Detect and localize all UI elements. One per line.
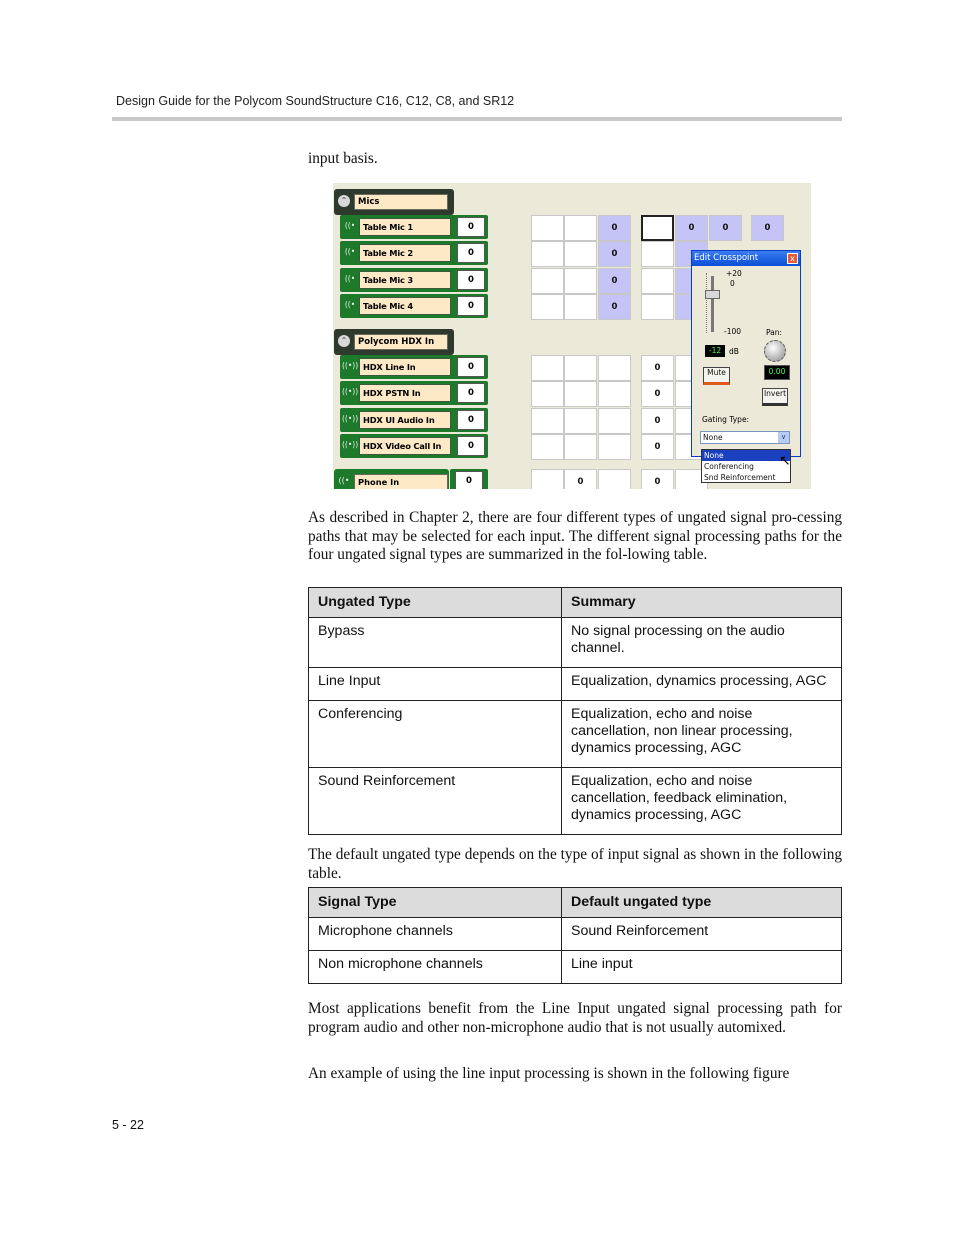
mic-icon: ((• (344, 274, 356, 283)
matrix-cell[interactable] (598, 408, 631, 434)
gating-type-select[interactable] (700, 431, 790, 444)
matrix-cell[interactable] (564, 381, 597, 407)
matrix-cell[interactable]: 0 (641, 434, 674, 460)
matrix-cell[interactable]: 0 (641, 469, 674, 489)
gating-type-dropdown (701, 449, 791, 483)
channel-gain[interactable]: 0 (457, 296, 485, 316)
group-label: Polycom HDX In (354, 334, 448, 350)
matrix-cell[interactable] (531, 268, 564, 294)
channel-label: Table Mic 4 (359, 297, 451, 315)
default-ungated-table (308, 887, 842, 984)
matrix-cell[interactable] (564, 215, 597, 241)
channel-row-phone[interactable] (334, 469, 449, 489)
edit-crosspoint-dialog (691, 250, 801, 457)
channel-row[interactable] (340, 215, 488, 239)
table-row (309, 951, 842, 984)
paragraph-input-basis: input basis. (308, 150, 378, 167)
matrix-cell[interactable] (564, 294, 597, 320)
matrix-cell[interactable] (598, 434, 631, 460)
mic-icon: ((• (344, 300, 356, 309)
matrix-cell[interactable] (531, 294, 564, 320)
pan-knob[interactable] (764, 340, 786, 362)
matrix-cell[interactable]: 0 (641, 381, 674, 407)
channel-gain[interactable]: 0 (457, 357, 485, 377)
gain-readout: -12 (705, 345, 725, 357)
matrix-cell[interactable] (531, 215, 564, 241)
table-cell: Equalization, echo and noise cancellation, feedback elimination, dynamics processing, AGC (562, 768, 842, 835)
mic-icon: ((• (344, 221, 356, 230)
matrix-cell[interactable]: 0 (598, 215, 631, 241)
matrix-cell[interactable] (564, 268, 597, 294)
dropdown-option[interactable]: Snd Reinforcement (704, 473, 776, 482)
channel-label: Table Mic 2 (359, 244, 451, 262)
matrix-cell[interactable]: 0 (598, 268, 631, 294)
gating-type-value: None (703, 433, 723, 442)
matrix-cell[interactable]: 0 (564, 469, 597, 489)
channel-label: HDX UI Audio In (359, 411, 451, 429)
channel-row[interactable] (340, 294, 488, 318)
channel-gain[interactable]: 0 (455, 471, 483, 489)
matrix-cell[interactable]: 0 (598, 241, 631, 267)
dialog-title: Edit Crosspoint (692, 251, 800, 266)
slider-max-label: +20 (726, 269, 742, 278)
channel-gain-cell[interactable] (450, 469, 488, 489)
close-icon[interactable]: x (787, 253, 798, 264)
matrix-cell[interactable] (564, 241, 597, 267)
matrix-cell[interactable] (564, 408, 597, 434)
pan-label: Pan: (766, 328, 783, 337)
channel-gain[interactable]: 0 (457, 410, 485, 430)
mouse-cursor-icon: ↖ (779, 453, 791, 469)
signal-icon: ((•)) (342, 414, 359, 423)
matrix-cell[interactable] (531, 408, 564, 434)
table-cell: Line input (562, 951, 842, 984)
slider-min-label: -100 (724, 327, 742, 336)
matrix-cell[interactable] (641, 294, 674, 320)
matrix-cell[interactable] (564, 434, 597, 460)
paragraph-ungated-intro: As described in Chapter 2, there are four different types of ungated signal pro-cessing paths that may be selected for each input. The different signal processing paths for the four ungated signal types are summarized in the fol-lowing table. (308, 509, 842, 563)
table-row (309, 918, 842, 951)
matrix-cell[interactable] (641, 241, 674, 267)
channel-row[interactable] (340, 355, 488, 379)
matrix-cell[interactable]: 0 (641, 355, 674, 381)
invert-button[interactable]: Invert (762, 388, 788, 406)
gain-slider-track[interactable] (711, 276, 714, 332)
table-row (309, 618, 842, 668)
column-header: Signal Type (309, 888, 562, 918)
chevron-down-icon[interactable]: ∨ (778, 432, 789, 443)
paragraph-default-type: The default ungated type depends on the type of input signal as shown in the following table. (308, 846, 842, 882)
page-number: 5 - 22 (112, 1118, 144, 1132)
group-header-hdx[interactable] (334, 329, 454, 355)
signal-icon: ((•)) (342, 361, 359, 370)
matrix-cell[interactable]: 0 (641, 408, 674, 434)
gain-unit: dB (729, 347, 739, 356)
header-rule (112, 117, 842, 121)
matrix-cell[interactable] (531, 355, 564, 381)
table-cell: Non microphone channels (309, 951, 562, 984)
table-cell: Microphone channels (309, 918, 562, 951)
dropdown-option[interactable]: None (702, 450, 790, 461)
table-cell: Equalization, dynamics processing, AGC (562, 668, 842, 701)
channel-label: Table Mic 1 (359, 218, 451, 236)
mic-icon: ((• (338, 476, 350, 485)
paragraph-example: An example of using the line input processing is shown in the following figure (308, 1065, 790, 1082)
matrix-cell[interactable]: 0 (675, 215, 708, 241)
table-header-row (309, 588, 842, 618)
matrix-cell[interactable]: 0 (709, 215, 742, 241)
channel-label: HDX PSTN In (359, 384, 451, 402)
collapse-icon[interactable]: ⌃ (338, 195, 350, 207)
channel-gain[interactable]: 0 (457, 243, 485, 263)
group-label: Mics (354, 194, 448, 210)
table-cell: No signal processing on the audio channel. (562, 618, 842, 668)
matrix-cell[interactable] (598, 469, 631, 489)
slider-zero-label: 0 (730, 279, 735, 288)
table-row (309, 768, 842, 835)
signal-icon: ((•)) (342, 440, 359, 449)
column-header: Ungated Type (309, 588, 562, 618)
channel-gain[interactable]: 0 (457, 383, 485, 403)
mute-button[interactable]: Mute (703, 367, 730, 385)
matrix-cell[interactable] (531, 469, 564, 489)
channel-label: Table Mic 3 (359, 271, 451, 289)
mic-icon: ((• (344, 247, 356, 256)
channel-row[interactable] (340, 381, 488, 405)
table-cell: Conferencing (309, 701, 562, 768)
channel-gain[interactable]: 0 (457, 270, 485, 290)
channel-label: Phone In (354, 474, 448, 489)
table-cell: Line Input (309, 668, 562, 701)
matrix-cell[interactable] (564, 355, 597, 381)
gating-type-label: Gating Type: (702, 415, 750, 424)
matrix-cell[interactable] (531, 381, 564, 407)
running-header: Design Guide for the Polycom SoundStructure C16, C12, C8, and SR12 (116, 94, 515, 108)
channel-row[interactable] (340, 268, 488, 292)
ungated-types-table (308, 587, 842, 835)
table-header-row (309, 888, 842, 918)
matrix-cell[interactable] (641, 268, 674, 294)
matrix-cell[interactable] (531, 241, 564, 267)
channel-label: HDX Video Call In (359, 437, 451, 455)
collapse-icon[interactable]: ⌃ (338, 335, 350, 347)
channel-gain[interactable]: 0 (457, 436, 485, 456)
group-header-mics[interactable] (334, 189, 454, 215)
matrix-screenshot (333, 183, 811, 489)
channel-label: HDX Line In (359, 358, 451, 376)
dropdown-option[interactable]: Conferencing (704, 462, 754, 471)
matrix-cell[interactable]: 0 (598, 294, 631, 320)
matrix-cell[interactable]: 0 (751, 215, 784, 241)
table-row (309, 668, 842, 701)
channel-row[interactable] (340, 241, 488, 265)
column-header: Default ungated type (562, 888, 842, 918)
matrix-cell[interactable] (531, 434, 564, 460)
table-row (309, 701, 842, 768)
table-cell: Equalization, echo and noise cancellation, non linear processing, dynamics processing, AGC (562, 701, 842, 768)
gain-slider-handle[interactable] (705, 290, 720, 299)
matrix-cell[interactable] (598, 355, 631, 381)
table-cell: Bypass (309, 618, 562, 668)
channel-gain[interactable]: 0 (457, 217, 485, 237)
matrix-cell[interactable] (598, 381, 631, 407)
paragraph-line-input: Most applications benefit from the Line Input ungated signal processing path for program audio and other non-microphone audio that is not usually automixed. (308, 1000, 842, 1036)
matrix-cell-selected[interactable] (641, 215, 674, 241)
table-cell: Sound Reinforcement (309, 768, 562, 835)
channel-row[interactable] (340, 434, 488, 458)
channel-row[interactable] (340, 408, 488, 432)
column-header: Summary (562, 588, 842, 618)
table-cell: Sound Reinforcement (562, 918, 842, 951)
pan-readout: 0.00 (764, 365, 790, 380)
signal-icon: ((•)) (342, 387, 359, 396)
